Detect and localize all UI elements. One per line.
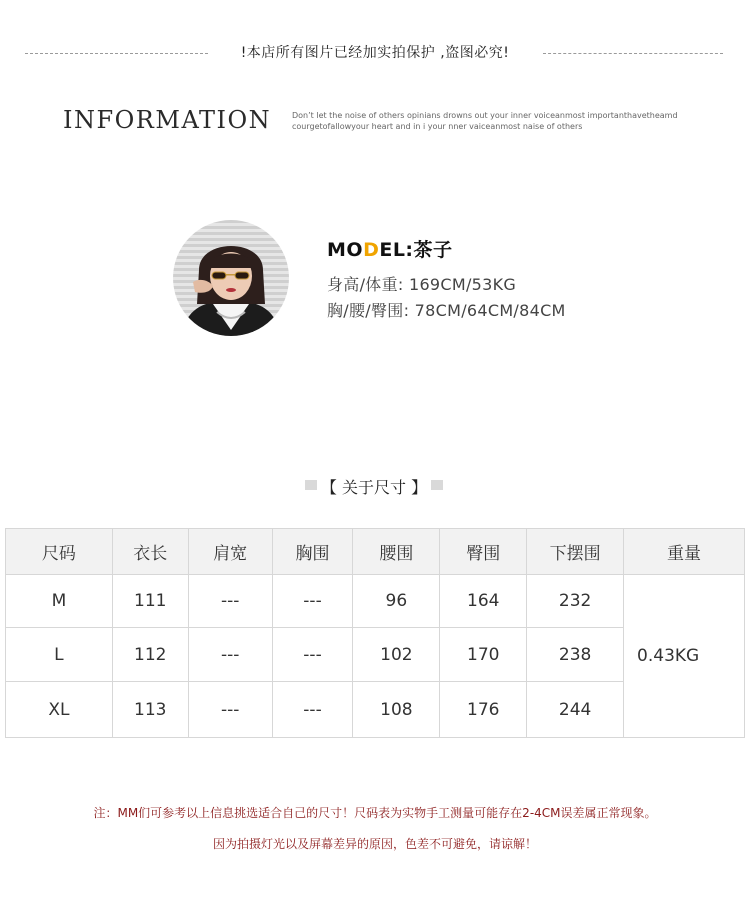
notice-divider-left [25, 53, 208, 54]
copyright-notice [0, 40, 750, 66]
header-chest: 胸围 [272, 529, 353, 575]
cell-size: XL [6, 682, 113, 738]
model-height-weight: 身高/体重: 169CM/53KG [327, 275, 517, 294]
size-table [5, 528, 745, 738]
color-note: 因为拍摄灯光以及屏幕差异的原因，色差不可避免，请谅解！ [212, 837, 537, 851]
model-photo-illustration [173, 220, 289, 336]
cell-hem: 244 [527, 682, 624, 738]
cell-shoulder: --- [188, 628, 272, 682]
header-hem: 下摆围 [527, 529, 624, 575]
model-measurements: 胸/腰/臀围: 78CM/64CM/84CM [327, 301, 566, 320]
cell-hip: 164 [440, 575, 527, 628]
table-row [6, 575, 745, 628]
cell-chest: --- [272, 575, 353, 628]
header-length: 衣长 [112, 529, 188, 575]
cell-waist: 108 [353, 682, 440, 738]
size-section-heading [305, 475, 443, 495]
cell-chest: --- [272, 682, 353, 738]
notice-divider-right [543, 53, 723, 54]
cell-weight: 0.43KG [624, 575, 745, 738]
cell-hem: 232 [527, 575, 624, 628]
notice-text: !本店所有图片已经加实拍保护 ,盗图必究! [240, 45, 510, 61]
model-label-accent: D [363, 239, 380, 261]
cell-shoulder: --- [188, 682, 272, 738]
model-label-pre: MO [327, 239, 364, 261]
model-label-post: EL: [379, 239, 414, 261]
cell-length: 112 [112, 628, 188, 682]
cell-shoulder: --- [188, 575, 272, 628]
size-section-title: 【 关于尺寸 】 [320, 478, 428, 497]
cell-size: L [6, 628, 113, 682]
cell-size: M [6, 575, 113, 628]
header-waist: 腰围 [353, 529, 440, 575]
cell-hem: 238 [527, 628, 624, 682]
header-weight: 重量 [624, 529, 745, 575]
cell-waist: 96 [353, 575, 440, 628]
cell-length: 111 [112, 575, 188, 628]
model-name [327, 235, 453, 262]
cell-waist: 102 [353, 628, 440, 682]
model-name-value: 茶子 [413, 239, 453, 261]
header-shoulder: 肩宽 [188, 529, 272, 575]
header-hip: 臀围 [440, 529, 527, 575]
model-avatar [173, 220, 289, 336]
size-note: 注：MM们可参考以上信息挑选适合自己的尺寸！尺码表为实物手工测量可能存在2-4CM误差属正常现象。 [93, 806, 657, 820]
cell-hip: 170 [440, 628, 527, 682]
cell-length: 113 [112, 682, 188, 738]
cell-chest: --- [272, 628, 353, 682]
table-header-row [6, 529, 745, 575]
information-title: INFORMATION [63, 106, 272, 134]
information-description: Don’t let the noise of others opinians drowns out your inner voiceanmost importanthavetheamd courgetofallowyour heart and in i your nner vaiceanmost naise of others [292, 111, 678, 131]
cell-hip: 176 [440, 682, 527, 738]
header-size: 尺码 [6, 529, 113, 575]
